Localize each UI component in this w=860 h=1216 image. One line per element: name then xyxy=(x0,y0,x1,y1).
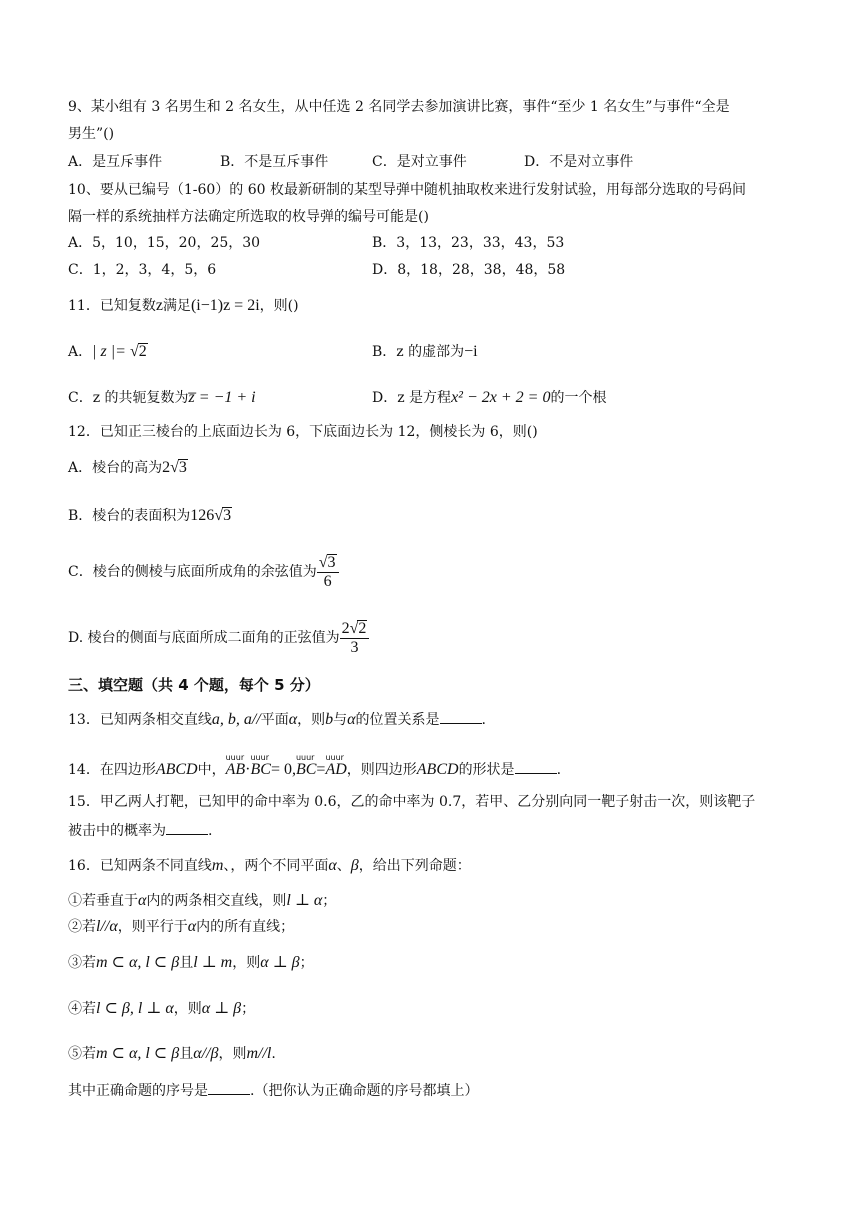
q13-mid: 平面 xyxy=(260,712,289,728)
q16-p3-math1: m ⊂ α, l ⊂ β xyxy=(96,954,180,971)
q16-sep: 、 xyxy=(336,858,351,874)
q11-stem xyxy=(68,296,299,316)
q14-mid: 中， xyxy=(197,762,226,778)
q11-b-math: −i xyxy=(464,343,478,360)
q11-post: ，则() xyxy=(259,298,299,314)
q11-a-label: A． xyxy=(68,344,93,360)
q11-d-text2: 的一个根 xyxy=(550,390,607,406)
q14-eq: = xyxy=(316,761,326,778)
q16-p1-mid: 内的两条相交直线，则 xyxy=(146,893,287,909)
q16-proposition-1 xyxy=(68,891,336,911)
q16-pre: 16．已知两条不同直线 xyxy=(68,858,212,874)
q16-proposition-2 xyxy=(68,917,294,937)
q16-p5-math1: m ⊂ α, l ⊂ β xyxy=(96,1045,180,1062)
q12-b-radicand: 3 xyxy=(223,507,232,524)
q11-d-label: D． xyxy=(372,390,398,406)
q13-post: 的位置关系是 xyxy=(355,712,440,728)
q16-p3-end: ； xyxy=(299,955,314,971)
q12-option-a: A．棱台的高为2√3 xyxy=(68,459,187,476)
q11-pre: 11．已知复数 xyxy=(68,298,156,314)
q13-math1: a, b, a// xyxy=(211,711,261,728)
q16-p1-end: ； xyxy=(322,893,337,909)
q13-answer-blank xyxy=(440,709,482,724)
q16-p1-math: l ⊥ α xyxy=(286,892,323,909)
q9-stem-line2: 男生”() xyxy=(68,126,115,142)
q11-b-text: z 的虚部为 xyxy=(396,344,465,360)
q13-mid3: 与 xyxy=(333,712,348,728)
q16-m: m xyxy=(211,857,224,874)
q16-p2-math: l//α xyxy=(96,918,118,935)
q12-d-num-radicand: 2 xyxy=(358,619,367,637)
q16-p1-text: ①若垂直于 xyxy=(68,893,138,909)
q11-z: z xyxy=(155,297,163,314)
q12-c-fraction: $\frac{√3}{6}$ xyxy=(317,554,339,591)
q12-d-fraction: $\frac{2√2}{3}$ xyxy=(340,620,370,657)
q10-option-c: C．1，2，3，4，5，6 xyxy=(68,262,217,278)
q11-c-math: z̅ = −1 + i xyxy=(188,389,256,406)
q16-p5-math3: m//l xyxy=(246,1045,272,1062)
q16-final-post: .（把你认为正确命题的序号都填上） xyxy=(250,1083,479,1099)
q11-d-math: x² − 2x + 2 = 0 xyxy=(451,389,551,406)
q14-vec-tag-2: uuur xyxy=(250,753,269,762)
q16-proposition-5 xyxy=(68,1044,276,1064)
q16-p4-mid: ，则 xyxy=(173,1001,202,1017)
q16-final-pre: 其中正确命题的序号是 xyxy=(68,1083,208,1099)
q16-p4-math2: α ⊥ β xyxy=(201,1000,242,1017)
q16-p3-math3: α ⊥ β xyxy=(260,954,300,971)
q14-end: . xyxy=(556,762,562,778)
q15-line2-text: 被击中的概率为 xyxy=(68,823,166,839)
q12-c-denominator: 6 xyxy=(323,572,332,590)
q10-option-b: B．3，13，23，33，43，53 xyxy=(372,235,565,251)
q14-pre: 14．在四边形 xyxy=(68,762,156,778)
q16-mid: 、，两个不同平面 xyxy=(223,858,329,874)
q11-option-a: A．| z |= √2 xyxy=(68,343,147,360)
q16-p4-end: ； xyxy=(241,1001,256,1017)
q16-p5-text: ⑤若 xyxy=(68,1046,96,1062)
q15-line2 xyxy=(68,820,212,841)
q9-option-d: D．不是对立事件 xyxy=(524,154,634,170)
q14-vector-bc xyxy=(250,753,271,780)
q16-post: ，给出下列命题： xyxy=(358,858,471,874)
q13-mid2: ，则 xyxy=(297,712,326,728)
q9-option-a: A．是互斥事件 xyxy=(68,154,163,170)
q16-p2-mid: ，则平行于 xyxy=(117,919,188,935)
q14-bc: BC xyxy=(250,761,271,778)
q16-p3-mid: 且 xyxy=(179,955,194,971)
q10-stem-line2: 隔一样的系统抽样方法确定所选取的枚导弹的编号可能是() xyxy=(68,209,429,225)
q15-end: . xyxy=(208,823,213,839)
q12-b-coef: 126 xyxy=(190,507,215,524)
q12-a-text: A．棱台的高为 xyxy=(68,460,163,476)
q9-stem-line1: 9、某小组有 3 名男生和 2 名女生，从中任选 2 名同学去参加演讲比赛，事件“至少 1 名女生”与事件“全是 xyxy=(68,99,730,115)
q11-c-text: z 的共轭复数为 xyxy=(92,390,189,406)
q12-d-denominator: 3 xyxy=(350,638,359,656)
q16-p2-alpha: α xyxy=(187,918,197,935)
q14 xyxy=(68,753,562,780)
q14-abcd2: ABCD xyxy=(416,761,459,778)
q9-option-c: C．是对立事件 xyxy=(372,154,467,170)
q16-p2-end: 内的所有直线； xyxy=(196,919,295,935)
q14-post2: 的形状是 xyxy=(458,762,515,778)
q15-line1: 15．甲乙两人打靶，已知甲的命中率为 0.6，乙的命中率为 0.7，若甲、乙分别向同一靶子射击一次，则该靶子 xyxy=(68,794,756,810)
q12-stem: 12．已知正三棱台的上底面边长为 6，下底面边长为 12，侧棱长为 6，则() xyxy=(68,424,538,440)
q10-option-a: A．5，10，15，20，25，30 xyxy=(68,235,261,251)
q16-final xyxy=(68,1080,478,1101)
q14-ab: AB xyxy=(225,761,246,778)
q11-option-b xyxy=(372,342,478,362)
q9-option-b: B．不是互斥事件 xyxy=(220,154,329,170)
q11-equation: (i−1)z = 2i xyxy=(190,297,260,314)
q12-c-text: C．棱台的侧棱与底面所成角的余弦值为 xyxy=(68,564,317,580)
q13-pre: 13．已知两条相交直线 xyxy=(68,712,212,728)
q11-mid: 满足 xyxy=(162,298,191,314)
q11-c-label: C． xyxy=(68,390,93,406)
q12-a-coef: 2 xyxy=(162,459,171,476)
q16-p1-alpha: α xyxy=(138,892,147,909)
q16-p5-mid2: ，则 xyxy=(218,1046,247,1062)
q14-ad: AD xyxy=(325,761,347,778)
q11-a-math: | z |= xyxy=(92,343,130,360)
q12-a-radicand: 3 xyxy=(178,459,187,476)
q13-alpha: α xyxy=(288,711,298,728)
q14-vec-tag-1: uuur xyxy=(225,753,245,762)
q16-p4-math1: l ⊂ β, l ⊥ α xyxy=(96,1000,174,1017)
q16-p2-text: ②若 xyxy=(68,919,96,935)
q16-p3-text: ③若 xyxy=(68,955,96,971)
q14-abcd: ABCD xyxy=(155,761,198,778)
q14-post: ，则四边形 xyxy=(346,762,417,778)
q16-p5-math2: α//β xyxy=(193,1045,219,1062)
q15-answer-blank xyxy=(166,820,208,835)
q11-option-c xyxy=(68,388,256,408)
q12-d-num-coef: 2 xyxy=(341,619,350,637)
q16-p4-text: ④若 xyxy=(68,1001,96,1017)
q16-stem xyxy=(68,856,471,876)
q11-a-radicand: 2 xyxy=(138,343,147,360)
q14-vector-ab xyxy=(225,753,246,780)
q14-dot: · xyxy=(245,761,251,778)
q16-beta: β xyxy=(350,857,359,874)
q16-p3-mid2: ，则 xyxy=(232,955,261,971)
q16-p5-end: . xyxy=(271,1046,276,1062)
q11-d-text1: z 是方程 xyxy=(397,390,452,406)
q14-vec-tag-3: uuur xyxy=(295,753,315,762)
q12-option-b: B．棱台的表面积为126√3 xyxy=(68,507,232,524)
q14-vector-ad xyxy=(325,753,347,780)
q16-alpha: α xyxy=(328,857,337,874)
q14-bc2: BC xyxy=(295,761,317,778)
q16-proposition-4 xyxy=(68,999,255,1019)
q12-d-text: D. 棱台的侧面与底面所成二面角的正弦值为 xyxy=(68,630,340,646)
q16-proposition-3 xyxy=(68,953,314,973)
q11-option-d xyxy=(372,388,606,408)
q10-stem-line1: 10、要从已编号（1-60）的 60 枚最新研制的某型导弹中随机抽取枚来进行发射试验，用每部分选取的号码间 xyxy=(68,182,746,198)
q14-answer-blank xyxy=(515,759,557,774)
q13-alpha2: α xyxy=(347,711,356,728)
q14-vec-tag-4: uuur xyxy=(325,753,344,762)
q16-p3-math2: l ⊥ m xyxy=(193,954,233,971)
section-3-title: 三、填空题（共 4 个题，每个 5 分） xyxy=(68,676,320,694)
q16-p5-mid: 且 xyxy=(179,1046,194,1062)
q16-answer-blank xyxy=(208,1080,250,1095)
q14-vector-bc2 xyxy=(295,753,317,780)
q13 xyxy=(68,709,486,730)
q12-c-num-radicand: 3 xyxy=(327,553,336,571)
q13-b: b xyxy=(325,711,334,728)
q12-option-c xyxy=(68,548,339,596)
q12-b-text: B．棱台的表面积为 xyxy=(68,508,191,524)
q13-end: . xyxy=(481,712,486,728)
q10-option-d: D．8，18，28，38，48，58 xyxy=(372,262,566,278)
q14-eq0: = 0, xyxy=(270,761,296,778)
q11-b-label: B． xyxy=(372,344,397,360)
q12-option-d xyxy=(68,614,369,662)
